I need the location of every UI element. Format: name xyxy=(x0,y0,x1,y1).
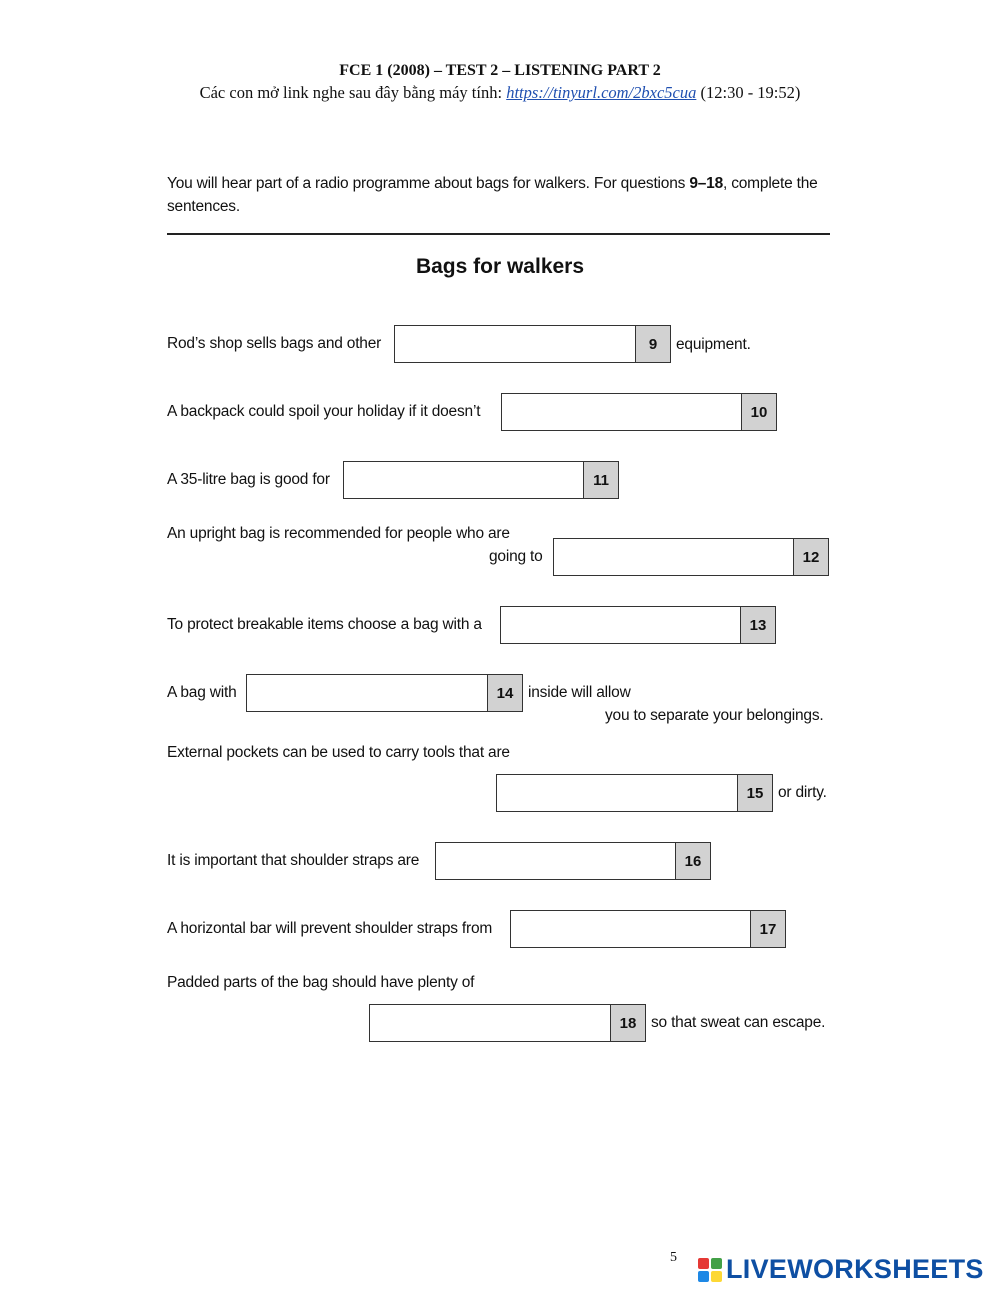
logo-square-yellow xyxy=(711,1271,722,1282)
q15-number: 15 xyxy=(737,775,772,811)
q18-after-text: so that sweat can escape. xyxy=(651,1014,826,1031)
divider xyxy=(167,233,830,235)
brand-name: LIVEWORKSHEETS xyxy=(726,1254,984,1284)
time-range: (12:30 - 19:52) xyxy=(696,83,801,102)
q14-answer-box[interactable] xyxy=(246,674,523,712)
q10-number: 10 xyxy=(741,394,776,430)
logo-grid-icon xyxy=(698,1258,722,1282)
document-title: FCE 1 (2008) – TEST 2 – LISTENING PART 2 xyxy=(339,62,661,79)
q12-text-line1: An upright bag is recommended for people who are xyxy=(167,525,510,542)
logo-square-green xyxy=(711,1258,722,1269)
question-range: 9–18 xyxy=(689,175,723,192)
link-prefix: Các con mở link nghe sau đây bằng máy tính: xyxy=(199,83,507,102)
q18-number: 18 xyxy=(610,1005,645,1041)
q15-text: External pockets can be used to carry tools that are xyxy=(167,744,510,761)
liveworksheets-logo xyxy=(698,1254,984,1285)
q10-answer-box[interactable] xyxy=(501,393,777,431)
q9-answer-box[interactable] xyxy=(394,325,671,363)
q14-after-line1: inside will allow xyxy=(528,684,631,701)
q9-text: Rod’s shop sells bags and other xyxy=(167,335,382,352)
q15-answer-box[interactable] xyxy=(496,774,773,812)
page-number: 5 xyxy=(670,1250,677,1265)
listening-link-line xyxy=(0,83,1000,103)
q11-text: A 35-litre bag is good for xyxy=(167,471,330,488)
instructions: You will hear part of a radio programme about bags for walkers. For questions 9–18, complete the sentences. xyxy=(167,175,818,215)
logo-square-red xyxy=(698,1258,709,1269)
q13-answer-box[interactable] xyxy=(500,606,776,644)
q16-answer-box[interactable] xyxy=(435,842,711,880)
q13-text: To protect breakable items choose a bag with a xyxy=(167,616,482,633)
q11-answer-box[interactable] xyxy=(343,461,619,499)
q12-number: 12 xyxy=(793,539,828,575)
q18-answer-box[interactable] xyxy=(369,1004,646,1042)
q9-after-text: equipment. xyxy=(676,336,751,353)
q14-number: 14 xyxy=(487,675,522,711)
q16-text: It is important that shoulder straps are xyxy=(167,852,420,869)
q14-text: A bag with xyxy=(167,684,237,701)
q16-number: 16 xyxy=(675,843,710,879)
q17-text: A horizontal bar will prevent shoulder straps from xyxy=(167,920,493,937)
q12-text-line2: going to xyxy=(489,548,543,565)
audio-link[interactable]: https://tinyurl.com/2bxc5cua xyxy=(506,83,697,102)
q15-after-text: or dirty. xyxy=(778,784,827,801)
logo-square-blue xyxy=(698,1271,709,1282)
q11-number: 11 xyxy=(583,462,618,498)
q10-text: A backpack could spoil your holiday if it doesn’t xyxy=(167,403,481,420)
q17-number: 17 xyxy=(750,911,785,947)
section-title: Bags for walkers xyxy=(415,255,585,278)
q17-answer-box[interactable] xyxy=(510,910,786,948)
q18-text: Padded parts of the bag should have plenty of xyxy=(167,974,475,991)
q9-number: 9 xyxy=(635,326,670,362)
q14-after-line2: you to separate your belongings. xyxy=(605,707,824,724)
q13-number: 13 xyxy=(740,607,775,643)
q12-answer-box[interactable] xyxy=(553,538,829,576)
